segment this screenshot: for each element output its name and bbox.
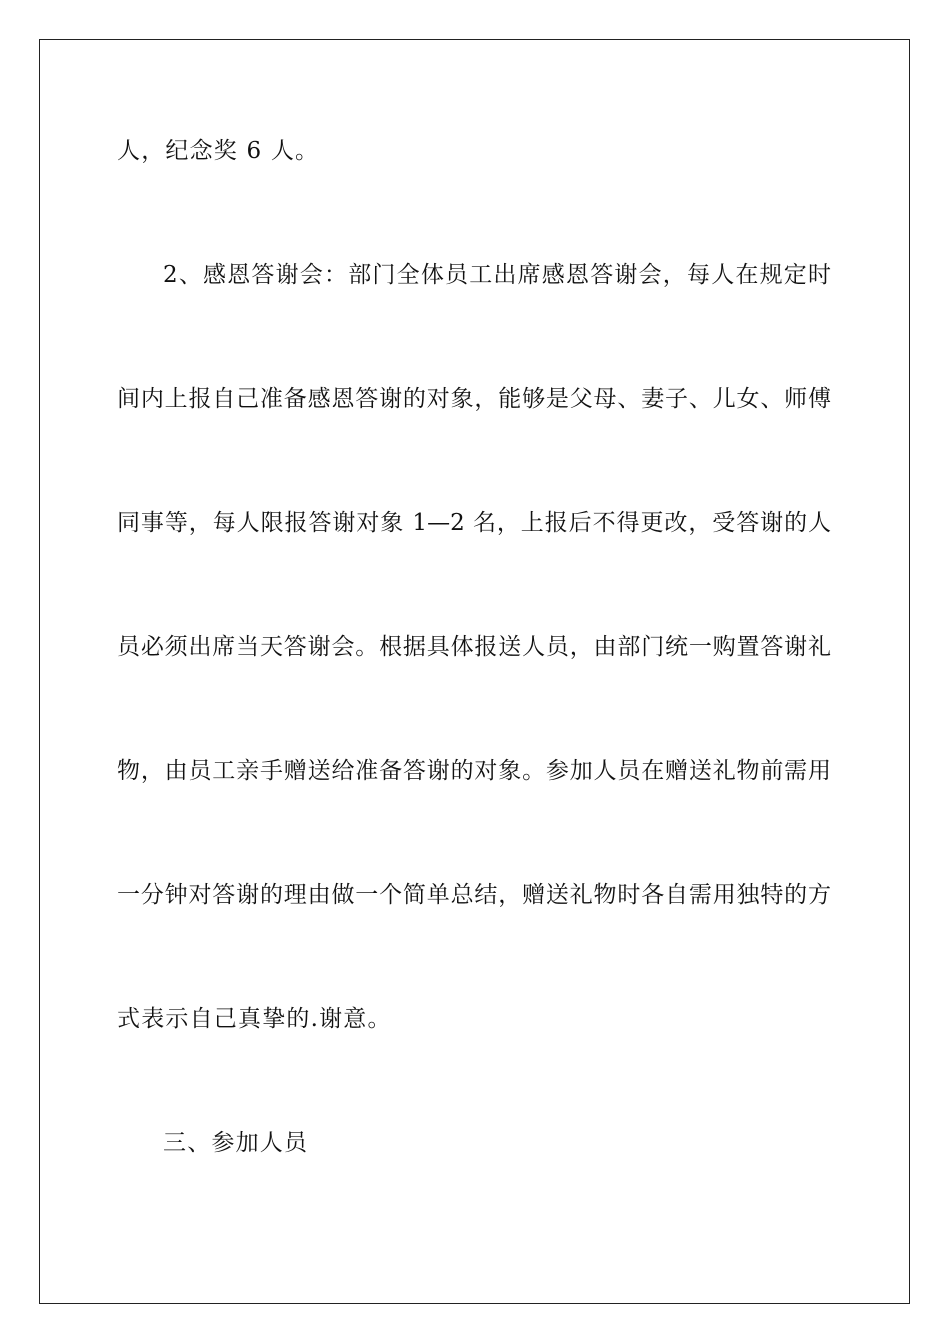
section-3-heading: 三、参加人员 [163, 1130, 309, 1156]
paragraph-line-1: 人，纪念奖 6 人。 [117, 138, 320, 164]
paragraph-line-4: 同事等，每人限报答谢对象 1—2 名，上报后不得更改，受答谢的人 [117, 510, 831, 536]
page-border [39, 39, 910, 1304]
paragraph-line-6: 物，由员工亲手赠送给准备答谢的对象。参加人员在赠送礼物前需用 [117, 758, 831, 784]
paragraph-line-5: 员必须出席当天答谢会。根据具体报送人员，由部门统一购置答谢礼 [117, 634, 831, 660]
section-2-heading-line: 2、感恩答谢会：部门全体员工出席感恩答谢会，每人在规定时 [163, 262, 831, 288]
paragraph-line-3: 间内上报自己准备感恩答谢的对象，能够是父母、妻子、儿女、师傅 [117, 386, 831, 412]
paragraph-line-7: 一分钟对答谢的理由做一个简单总结，赠送礼物时各自需用独特的方 [117, 882, 831, 908]
paragraph-line-8: 式表示自己真挚的.谢意。 [117, 1006, 392, 1032]
